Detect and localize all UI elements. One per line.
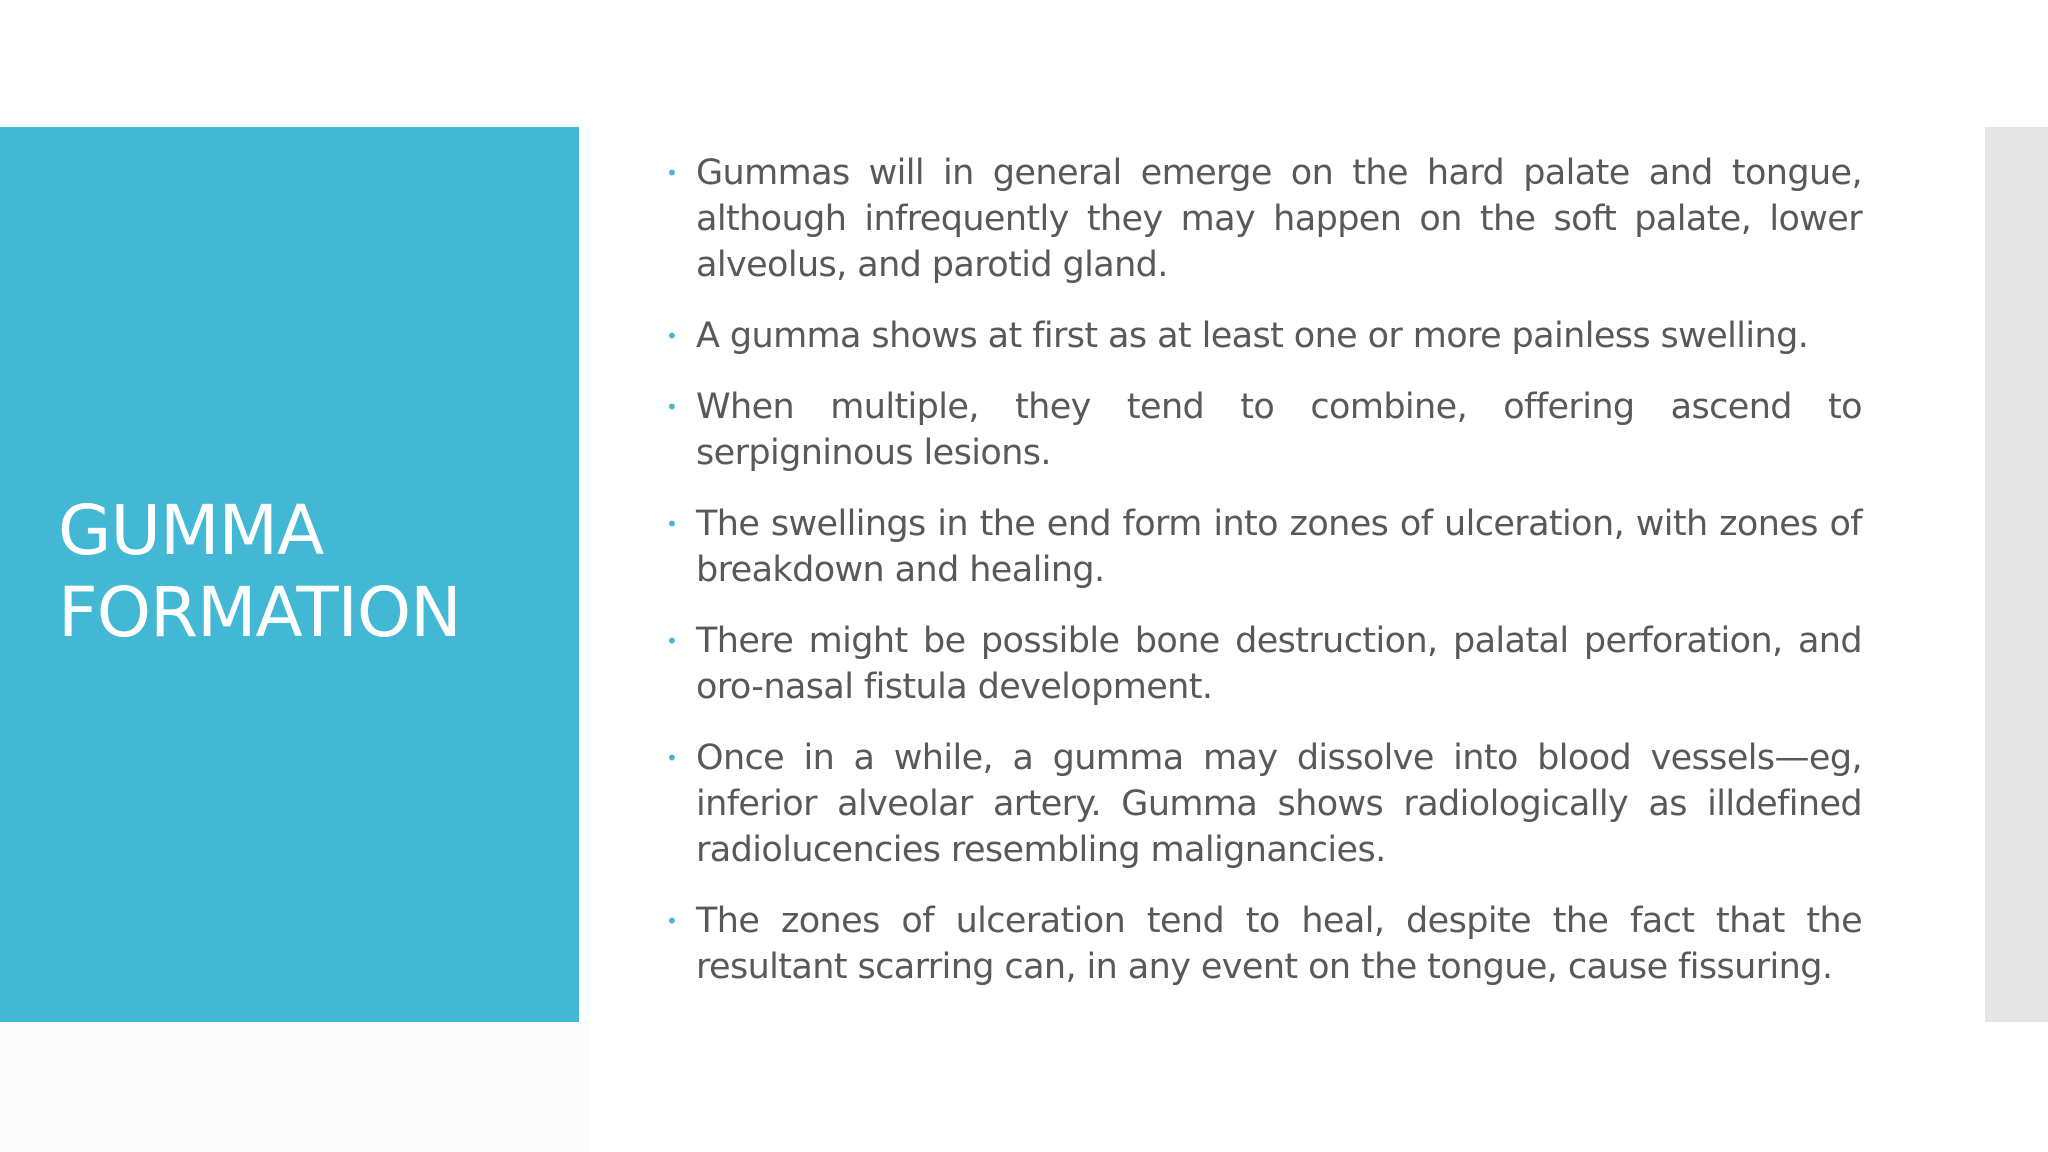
bullet-icon: • xyxy=(666,161,678,185)
bullet-text: A gumma shows at first as at least one or more painless swelling. xyxy=(696,316,1809,356)
bullet-item xyxy=(662,384,1862,476)
bottom-shade xyxy=(0,1022,590,1152)
bullet-text: There might be possible bone destruction, palatal perforation, and oro-nasal fistula development. xyxy=(696,621,1862,707)
slide-title-line: GUMMA xyxy=(58,491,324,571)
bullet-text: The zones of ulceration tend to heal, despite the fact that the resultant scarring can, in any event on the tongue, cause fissuring. xyxy=(696,901,1862,987)
bullet-text: The swellings in the end form into zones of ulceration, with zones of breakdown and healing. xyxy=(696,504,1862,590)
bullet-icon: • xyxy=(666,512,678,536)
bullet-item xyxy=(662,501,1862,593)
bullet-icon: • xyxy=(666,395,678,419)
bullet-item xyxy=(662,735,1862,873)
bullet-item xyxy=(662,313,1862,359)
bullet-icon: • xyxy=(666,629,678,653)
bullet-icon: • xyxy=(666,746,678,770)
bullet-item xyxy=(662,150,1862,288)
bullet-item xyxy=(662,898,1862,990)
bullet-item xyxy=(662,618,1862,710)
slide-title-line: FORMATION xyxy=(58,573,461,653)
bullet-text: Gummas will in general emerge on the hard palate and tongue, although infrequently they may happen on the soft palate, lower alveolus, and parotid gland. xyxy=(696,153,1862,285)
right-side-strip xyxy=(1985,127,2048,1022)
slide-title xyxy=(58,490,558,654)
bullet-icon: • xyxy=(666,909,678,933)
bullet-list xyxy=(662,150,1862,1015)
bullet-text: When multiple, they tend to combine, offering ascend to serpigninous lesions. xyxy=(696,387,1862,473)
bullet-icon: • xyxy=(666,324,678,348)
bullet-text: Once in a while, a gumma may dissolve into blood vessels—eg, inferior alveolar artery. Gumma shows radiologically as illdefined radiolucencies resembling malignancies. xyxy=(696,738,1862,870)
